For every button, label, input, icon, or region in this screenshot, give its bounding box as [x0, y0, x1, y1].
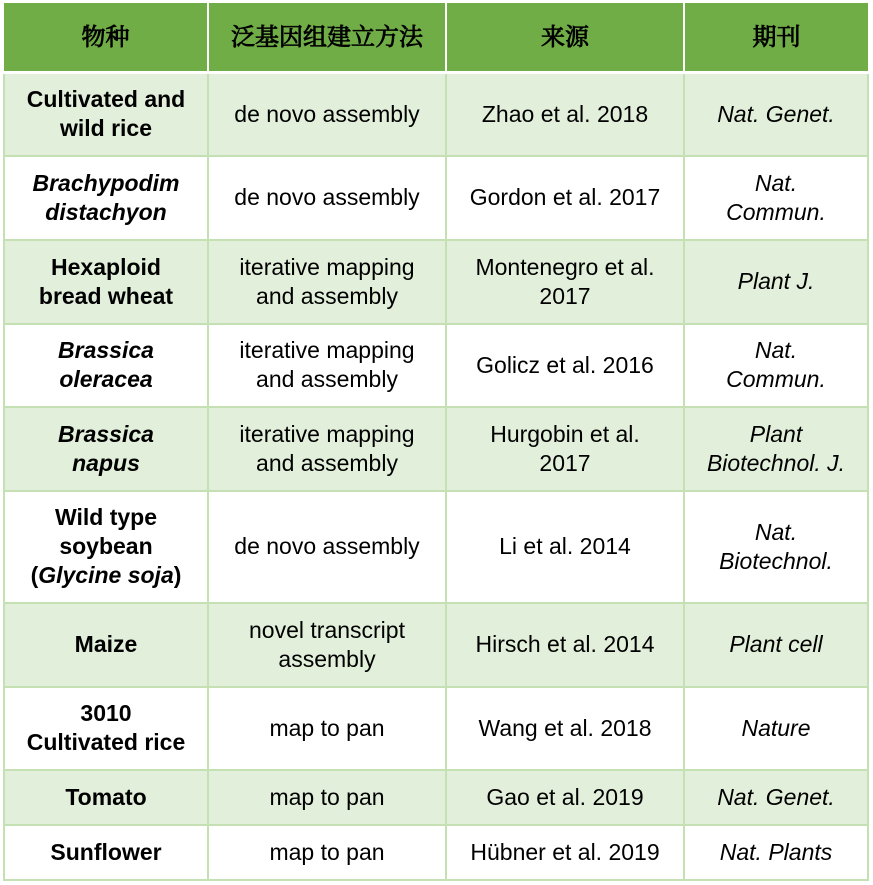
journal-cell-line: Commun. — [726, 366, 826, 392]
method-cell — [208, 825, 446, 880]
source-cell-line: Zhao et al. 2018 — [481, 100, 649, 127]
journal-cell — [684, 825, 868, 880]
method-cell — [208, 407, 446, 491]
source-cell — [446, 407, 684, 491]
species-cell-line: Cultivated rice — [26, 729, 186, 755]
table-row — [4, 603, 868, 687]
method-cell-line: iterative mapping — [239, 337, 415, 363]
header-species: 物种 — [4, 3, 208, 73]
method-cell-line: de novo assembly — [234, 533, 420, 559]
journal-cell-line: Nat. — [754, 337, 798, 363]
method-cell-line: iterative mapping — [239, 420, 415, 447]
species-latin-italic: Glycine soja — [38, 562, 174, 588]
method-cell-line: map to pan — [269, 838, 385, 865]
source-cell-line: Hirsch et al. 2014 — [475, 631, 655, 657]
journal-cell-line: Biotechnol. — [719, 547, 833, 574]
journal-cell-line: Commun. — [726, 198, 826, 225]
journal-cell — [684, 156, 868, 240]
species-cell — [4, 603, 208, 687]
species-cell-line: Maize — [74, 631, 138, 657]
table-row — [4, 324, 868, 407]
journal-cell-line: Nat. Genet. — [717, 100, 835, 127]
species-cell-line: Brachypodim — [32, 169, 180, 196]
source-cell-line: Gordon et al. 2017 — [469, 184, 661, 210]
method-cell-line: novel transcript — [249, 616, 405, 643]
method-cell-line: and assembly — [256, 282, 398, 309]
method-cell-line: and assembly — [256, 449, 398, 476]
species-cell — [4, 156, 208, 240]
journal-cell — [684, 407, 868, 491]
journal-cell — [684, 687, 868, 770]
table-row — [4, 770, 868, 825]
method-cell-line: and assembly — [256, 366, 398, 392]
pangenome-table — [3, 3, 869, 881]
header-method: 泛基因组建立方法 — [208, 3, 446, 73]
species-cell-line: Hexaploid — [51, 253, 161, 280]
species-cell — [4, 491, 208, 603]
journal-cell — [684, 603, 868, 687]
species-cell — [4, 770, 208, 825]
journal-cell — [684, 770, 868, 825]
method-cell-line: de novo assembly — [234, 100, 420, 127]
source-cell-line: Li et al. 2014 — [499, 533, 631, 559]
journal-cell — [684, 324, 868, 407]
journal-cell-line: Plant — [749, 420, 803, 447]
source-cell-line: Golicz et al. 2016 — [476, 351, 654, 378]
species-cell-line: Brassica — [58, 420, 154, 447]
source-cell-line: 2017 — [539, 282, 591, 309]
species-cell-line: soybean — [59, 533, 153, 559]
source-cell-line: Montenegro et al. — [475, 253, 655, 280]
source-cell — [446, 770, 684, 825]
species-cell-line: wild rice — [59, 115, 153, 142]
species-cell — [4, 73, 208, 156]
journal-cell-line: Nat. — [754, 518, 798, 545]
table-row — [4, 156, 868, 240]
table-row — [4, 240, 868, 324]
species-cell-line: oleracea — [59, 366, 153, 392]
species-latin-close: ) — [173, 562, 182, 588]
table-row — [4, 73, 868, 156]
method-cell-line: map to pan — [269, 783, 385, 810]
source-cell — [446, 491, 684, 603]
method-cell — [208, 603, 446, 687]
journal-cell — [684, 240, 868, 324]
journal-cell-line: Plant J. — [737, 268, 815, 294]
method-cell-line: de novo assembly — [234, 184, 420, 210]
method-cell — [208, 324, 446, 407]
species-latin-open: ( — [30, 562, 39, 588]
species-cell — [4, 407, 208, 491]
journal-cell-line: Plant cell — [729, 631, 823, 657]
table-row — [4, 491, 868, 603]
source-cell — [446, 603, 684, 687]
journal-cell-line: Nat. Plants — [719, 838, 833, 865]
method-cell — [208, 240, 446, 324]
header-row — [4, 3, 868, 73]
method-cell — [208, 687, 446, 770]
method-cell-line: iterative mapping — [239, 253, 415, 280]
species-cell-line: Sunflower — [50, 838, 162, 865]
journal-cell — [684, 73, 868, 156]
journal-cell — [684, 491, 868, 603]
species-cell — [4, 324, 208, 407]
species-cell — [4, 825, 208, 880]
journal-cell-line: Nat. Genet. — [717, 783, 835, 810]
source-cell-line: 2017 — [539, 449, 591, 476]
method-cell — [208, 73, 446, 156]
source-cell-line: Wang et al. 2018 — [478, 714, 652, 741]
source-cell — [446, 687, 684, 770]
species-cell — [4, 687, 208, 770]
method-cell-line: assembly — [278, 645, 376, 672]
source-cell-line: Gao et al. 2019 — [486, 783, 644, 810]
source-cell — [446, 73, 684, 156]
table-row — [4, 687, 868, 770]
pangenome-table-container — [3, 3, 867, 881]
species-cell-line: Cultivated and — [26, 86, 186, 113]
species-cell — [4, 240, 208, 324]
method-cell — [208, 491, 446, 603]
method-cell — [208, 770, 446, 825]
method-cell — [208, 156, 446, 240]
species-cell-line: distachyon — [45, 198, 167, 225]
source-cell-line: Hübner et al. 2019 — [470, 838, 660, 865]
journal-cell-line: Nature — [741, 714, 811, 741]
method-cell-line: map to pan — [269, 714, 385, 741]
table-row — [4, 407, 868, 491]
species-cell-line: Brassica — [58, 337, 154, 363]
species-cell-line: 3010 — [80, 700, 132, 726]
species-cell-line — [11, 561, 201, 590]
header-source: 来源 — [446, 3, 684, 73]
species-cell-line: Wild type — [54, 504, 158, 530]
table-body — [4, 73, 868, 880]
journal-cell-line: Nat. — [754, 169, 798, 196]
source-cell — [446, 156, 684, 240]
source-cell — [446, 240, 684, 324]
table-row — [4, 825, 868, 880]
species-cell-line: Tomato — [65, 783, 147, 810]
species-cell-line: bread wheat — [38, 282, 174, 309]
source-cell — [446, 324, 684, 407]
species-cell-line: napus — [72, 449, 140, 476]
journal-cell-line: Biotechnol. J. — [706, 449, 846, 476]
source-cell — [446, 825, 684, 880]
source-cell-line: Hurgobin et al. — [490, 420, 640, 447]
header-journal: 期刊 — [684, 3, 868, 73]
